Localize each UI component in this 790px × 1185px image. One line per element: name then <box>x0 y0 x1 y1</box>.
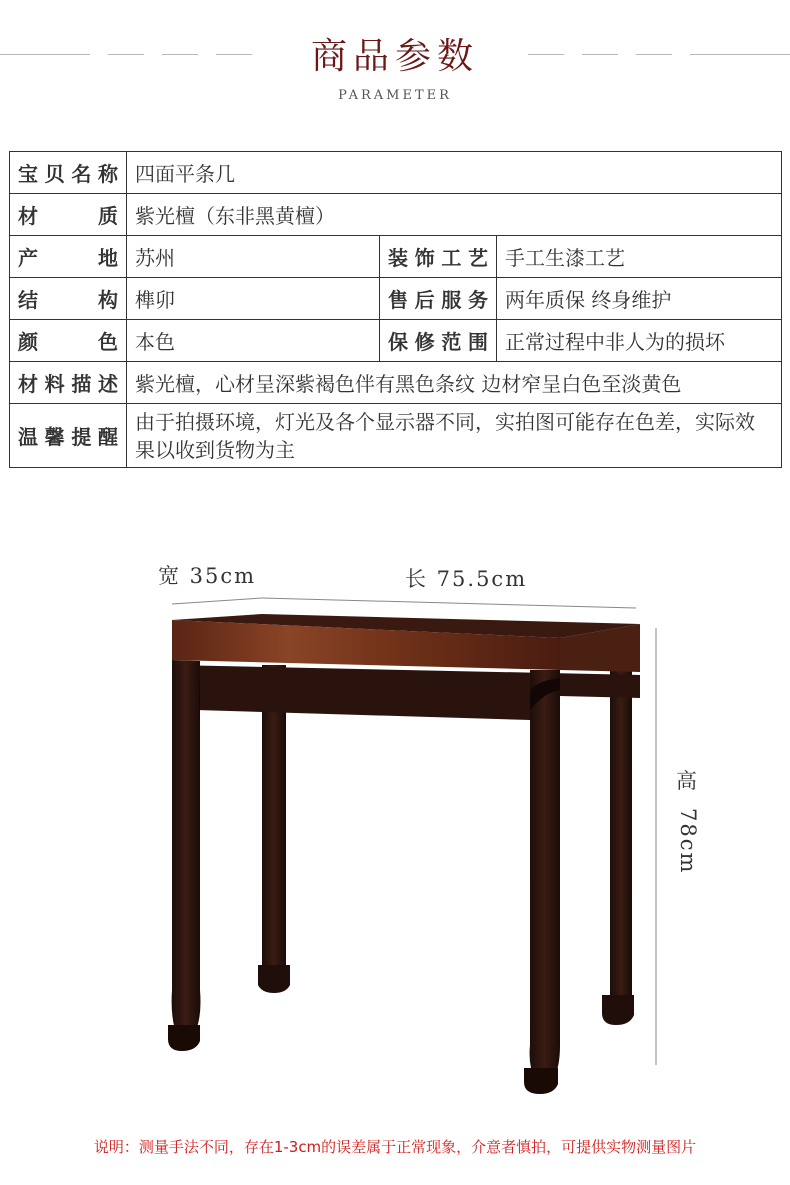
param-label: 材 质 <box>10 194 127 236</box>
param-value: 紫光檀（东非黑黄檀） <box>127 194 782 236</box>
param-value: 由于拍摄环境，灯光及各个显示器不同，实拍图可能存在色差，实际效果以收到货物为主 <box>127 404 782 468</box>
table-row <box>10 278 782 320</box>
param-value: 苏州 <box>127 236 380 278</box>
back-right-leg <box>610 670 632 1000</box>
height-dimension-value: 78cm <box>676 808 700 875</box>
length-guide-line <box>262 598 636 608</box>
param-value: 榫卯 <box>127 278 380 320</box>
param-label: 装饰工艺 <box>380 236 497 278</box>
height-dimension-label: 高 <box>676 769 699 793</box>
table-row <box>10 404 782 468</box>
param-value: 正常过程中非人为的损坏 <box>497 320 782 362</box>
table-row <box>10 362 782 404</box>
back-right-foot <box>602 995 634 1025</box>
table-row <box>10 320 782 362</box>
param-label: 宝贝名称 <box>10 152 127 194</box>
length-dimension: 长 75.5cm <box>405 567 528 591</box>
page-title: 商品参数 <box>310 36 479 77</box>
param-label: 温馨提醒 <box>10 404 127 468</box>
front-left-leg <box>172 660 201 1038</box>
param-label: 售后服务 <box>380 278 497 320</box>
page-subtitle: PARAMETER <box>338 88 452 103</box>
back-left-foot <box>258 965 290 993</box>
front-right-leg <box>530 670 560 1080</box>
width-dimension: 宽 35cm <box>158 564 257 588</box>
param-value: 手工生漆工艺 <box>497 236 782 278</box>
param-label: 材料描述 <box>10 362 127 404</box>
table-apron <box>172 665 640 720</box>
front-left-foot <box>168 1025 200 1051</box>
table-row <box>10 152 782 194</box>
product-table-image <box>0 520 790 1100</box>
width-guide-line <box>172 598 262 604</box>
param-label: 产 地 <box>10 236 127 278</box>
table-row <box>10 194 782 236</box>
param-label: 保修范围 <box>380 320 497 362</box>
param-label: 颜 色 <box>10 320 127 362</box>
param-label: 结 构 <box>10 278 127 320</box>
table-row <box>10 236 782 278</box>
param-value: 两年质保 终身维护 <box>497 278 782 320</box>
param-value: 本色 <box>127 320 380 362</box>
measurement-note: 说明：测量手法不同，存在1-3cm的误差属于正常现象，介意者慎拍，可提供实物测量图片 <box>93 1138 697 1156</box>
front-right-foot <box>524 1068 558 1094</box>
parameter-table <box>9 151 782 468</box>
section-header <box>0 0 790 120</box>
param-value: 紫光檀，心材呈深紫褐色伴有黑色条纹 边材窄呈白色至淡黄色 <box>127 362 782 404</box>
param-value: 四面平条几 <box>127 152 782 194</box>
